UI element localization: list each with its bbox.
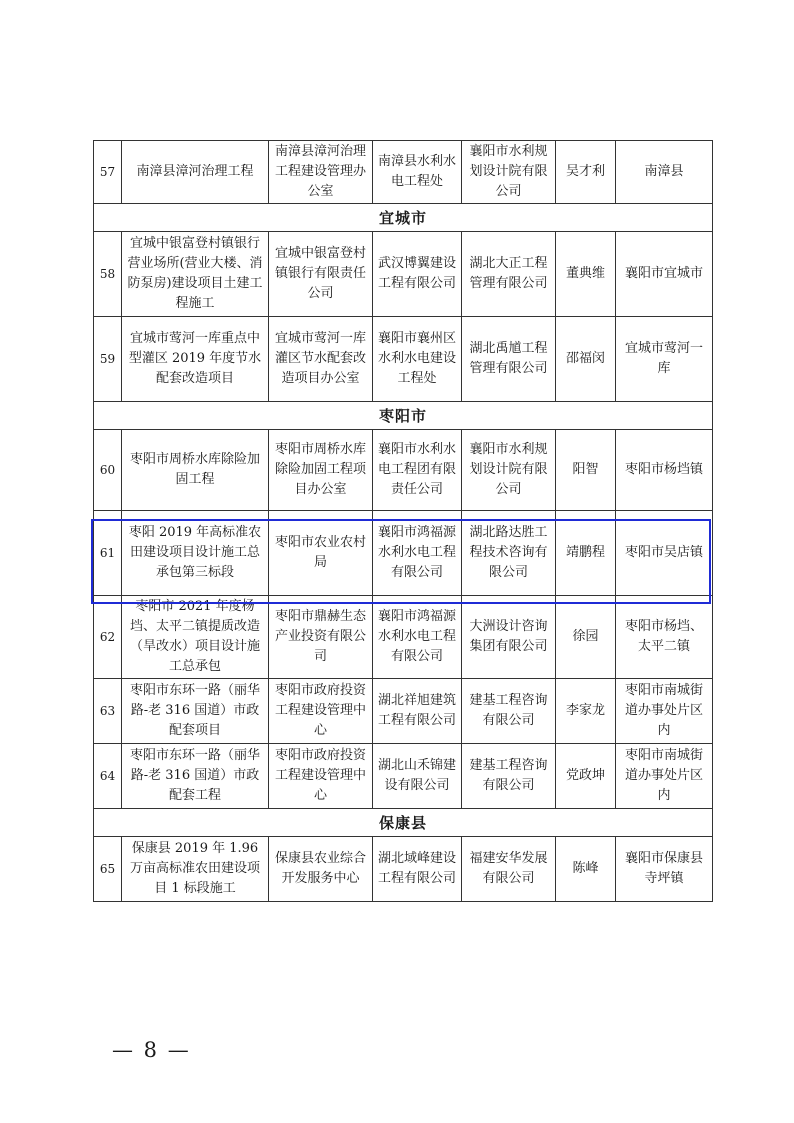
- table-row: [94, 511, 713, 596]
- row-number: 64: [94, 744, 122, 809]
- project-location: 枣阳市吴店镇: [616, 511, 713, 596]
- construction-unit: 湖北祥旭建筑工程有限公司: [373, 679, 462, 744]
- project-name: 南漳县漳河治理工程: [122, 141, 269, 204]
- table-row: [94, 744, 713, 809]
- section-title: 保康县: [94, 809, 713, 837]
- project-manager: 党政坤: [556, 744, 616, 809]
- project-location: 枣阳市南城街道办事处片区内: [616, 744, 713, 809]
- construction-unit: 襄阳市水利水电工程团有限责任公司: [373, 430, 462, 511]
- section-title: 宜城市: [94, 204, 713, 232]
- project-name: 枣阳市 2021 年度杨垱、太平二镇提质改造（旱改水）项目设计施工总承包: [122, 596, 269, 679]
- table-row: [94, 679, 713, 744]
- project-manager: 李家龙: [556, 679, 616, 744]
- project-location: 南漳县: [616, 141, 713, 204]
- table-row: [94, 317, 713, 402]
- owner-unit: 枣阳市周桥水库除险加固工程项目办公室: [269, 430, 373, 511]
- project-name: 枣阳市东环一路（丽华路-老 316 国道）市政配套工程: [122, 744, 269, 809]
- project-name: 宜城中银富登村镇银行营业场所(营业大楼、消防泵房)建设项目土建工程施工: [122, 232, 269, 317]
- owner-unit: 枣阳市政府投资工程建设管理中心: [269, 679, 373, 744]
- row-number: 61: [94, 511, 122, 596]
- project-manager: 吴才利: [556, 141, 616, 204]
- section-row: [94, 204, 713, 232]
- supervision-unit: 襄阳市水利规划设计院有限公司: [462, 430, 556, 511]
- section-row: [94, 402, 713, 430]
- table-row: [94, 141, 713, 204]
- supervision-unit: 建基工程咨询有限公司: [462, 744, 556, 809]
- project-name: 枣阳市东环一路（丽华路-老 316 国道）市政配套项目: [122, 679, 269, 744]
- table-row: [94, 430, 713, 511]
- section-title: 枣阳市: [94, 402, 713, 430]
- construction-unit: 湖北域峰建设工程有限公司: [373, 837, 462, 902]
- supervision-unit: 襄阳市水利规划设计院有限公司: [462, 141, 556, 204]
- supervision-unit: 大洲设计咨询集团有限公司: [462, 596, 556, 679]
- supervision-unit: 湖北禹馗工程管理有限公司: [462, 317, 556, 402]
- project-location: 襄阳市宜城市: [616, 232, 713, 317]
- project-manager: 阳智: [556, 430, 616, 511]
- owner-unit: 枣阳市农业农村局: [269, 511, 373, 596]
- owner-unit: 保康县农业综合开发服务中心: [269, 837, 373, 902]
- construction-unit: 襄阳市鸿福源水利水电工程有限公司: [373, 596, 462, 679]
- construction-unit: 湖北山禾锦建设有限公司: [373, 744, 462, 809]
- project-name: 枣阳市周桥水库除险加固工程: [122, 430, 269, 511]
- project-manager: 靖鹏程: [556, 511, 616, 596]
- construction-unit: 襄阳市鸿福源水利水电工程有限公司: [373, 511, 462, 596]
- project-manager: 董典维: [556, 232, 616, 317]
- project-manager: 陈峰: [556, 837, 616, 902]
- owner-unit: 枣阳市政府投资工程建设管理中心: [269, 744, 373, 809]
- supervision-unit: 建基工程咨询有限公司: [462, 679, 556, 744]
- construction-unit: 武汉博翼建设工程有限公司: [373, 232, 462, 317]
- project-location: 襄阳市保康县寺坪镇: [616, 837, 713, 902]
- owner-unit: 宜城中银富登村镇银行有限责任公司: [269, 232, 373, 317]
- project-location: 枣阳市杨垱、太平二镇: [616, 596, 713, 679]
- row-number: 62: [94, 596, 122, 679]
- project-location: 宜城市莺河一库: [616, 317, 713, 402]
- page-number: — 8 —: [112, 1038, 191, 1062]
- project-location: 枣阳市杨垱镇: [616, 430, 713, 511]
- row-number: 59: [94, 317, 122, 402]
- supervision-unit: 湖北路达胜工程技术咨询有限公司: [462, 511, 556, 596]
- construction-unit: 南漳县水利水电工程处: [373, 141, 462, 204]
- owner-unit: 宜城市莺河一库灌区节水配套改造项目办公室: [269, 317, 373, 402]
- project-manager: 邵福闵: [556, 317, 616, 402]
- table-row: [94, 596, 713, 679]
- project-name: 宜城市莺河一库重点中型灌区 2019 年度节水配套改造项目: [122, 317, 269, 402]
- row-number: 63: [94, 679, 122, 744]
- table-row: [94, 232, 713, 317]
- supervision-unit: 福建安华发展有限公司: [462, 837, 556, 902]
- project-name: 保康县 2019 年 1.96 万亩高标准农田建设项目 1 标段施工: [122, 837, 269, 902]
- row-number: 58: [94, 232, 122, 317]
- row-number: 65: [94, 837, 122, 902]
- project-location: 枣阳市南城街道办事处片区内: [616, 679, 713, 744]
- supervision-unit: 湖北大正工程管理有限公司: [462, 232, 556, 317]
- table-row: [94, 837, 713, 902]
- project-table: [93, 140, 713, 902]
- row-number: 57: [94, 141, 122, 204]
- construction-unit: 襄阳市襄州区水利水电建设工程处: [373, 317, 462, 402]
- section-row: [94, 809, 713, 837]
- row-number: 60: [94, 430, 122, 511]
- owner-unit: 南漳县漳河治理工程建设管理办公室: [269, 141, 373, 204]
- project-name: 枣阳 2019 年高标准农田建设项目设计施工总承包第三标段: [122, 511, 269, 596]
- project-manager: 徐园: [556, 596, 616, 679]
- owner-unit: 枣阳市鼎赫生态产业投资有限公司: [269, 596, 373, 679]
